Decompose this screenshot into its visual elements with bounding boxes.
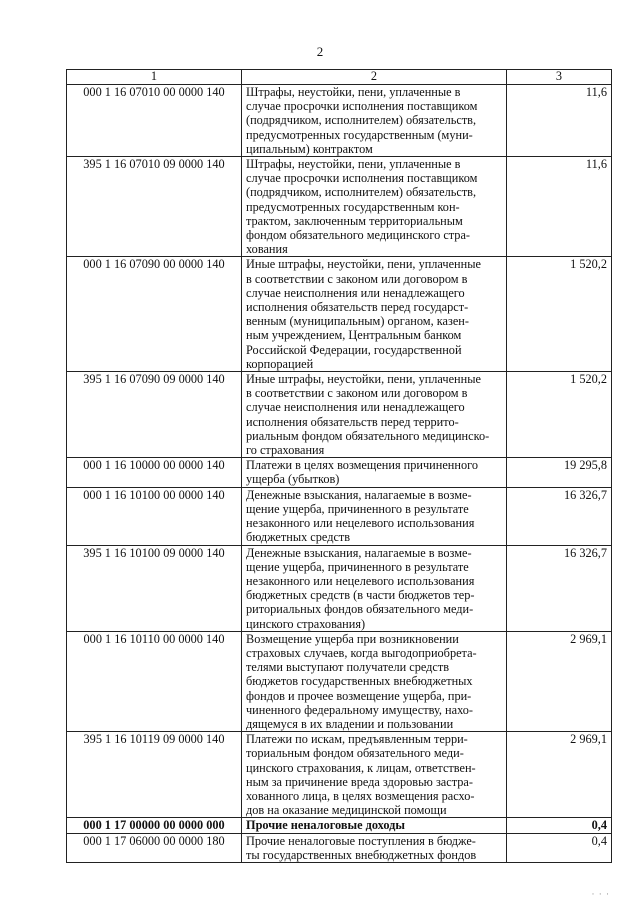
description-line: Прочие неналоговые доходы (246, 818, 405, 833)
amount-cell: 16 326,7 (507, 487, 612, 545)
description-line: Платежи по искам, предъявленным терри- (246, 732, 468, 747)
description-line: щение ущерба, причиненного в результате (246, 501, 469, 516)
budget-code-cell: 000 1 16 10100 00 0000 140 (67, 487, 242, 545)
table-row (67, 157, 612, 257)
description-line: Платежи в целях возмещения причиненного (246, 458, 478, 473)
budget-code-cell: 000 1 16 10110 00 0000 140 (67, 631, 242, 731)
description-line: исполнения обязательств перед государст- (246, 300, 469, 315)
budget-code-cell: 000 1 17 00000 00 0000 000 (67, 818, 242, 833)
description-line: цинского страхования, к лицам, ответствен- (246, 760, 476, 775)
description-line: предусмотренных государственным кон- (246, 199, 460, 214)
description-cell (242, 732, 507, 818)
column-header: 1 (67, 70, 242, 85)
description-cell (242, 545, 507, 631)
table-row (67, 458, 612, 487)
description-line: цинского страхования) (246, 616, 366, 631)
amount-cell: 16 326,7 (507, 545, 612, 631)
description-line: в соответствии с законом или договором в (246, 271, 468, 286)
description-line: Штрафы, неустойки, пени, уплаченные в (246, 157, 461, 172)
description-line: Денежные взыскания, налагаемые в возме- (246, 545, 472, 560)
description-line: незаконного или нецелевого использования (246, 516, 475, 531)
column-header: 2 (242, 70, 507, 85)
table-row (67, 85, 612, 157)
description-line: трактом, заключенным территориальным (246, 213, 463, 228)
description-line: случае неисполнения или ненадлежащего (246, 285, 465, 300)
amount-cell: 2 969,1 (507, 732, 612, 818)
table-row (67, 372, 612, 458)
description-cell (242, 631, 507, 731)
description-line: Российской Федерации, государственной (246, 342, 462, 357)
description-line: случае неисполнения или ненадлежащего (246, 400, 465, 415)
revenue-table (66, 69, 612, 863)
budget-code-cell: 395 1 16 10100 09 0000 140 (67, 545, 242, 631)
description-line: чиненного федеральному имуществу, нахо- (246, 702, 473, 717)
description-line: Денежные взыскания, налагаемые в возме- (246, 487, 472, 502)
budget-code-cell: 395 1 16 07090 09 0000 140 (67, 372, 242, 458)
table-row (67, 631, 612, 731)
description-line: (подрядчиком, исполнителем) обязательств, (246, 185, 477, 200)
description-line: фондов и прочее возмещение ущерба, при- (246, 688, 472, 703)
page-number: 2 (316, 44, 324, 59)
budget-code-cell: 000 1 16 07090 00 0000 140 (67, 257, 242, 372)
description-cell (242, 818, 507, 833)
description-cell (242, 85, 507, 157)
budget-code-cell: 000 1 16 10000 00 0000 140 (67, 458, 242, 487)
description-line: корпорацией (246, 356, 314, 371)
table-row (67, 818, 612, 833)
amount-cell: 1 520,2 (507, 257, 612, 372)
description-line: ципальным) контрактом (246, 141, 373, 156)
description-line: незаконного или нецелевого использования (246, 573, 475, 588)
amount-cell: 1 520,2 (507, 372, 612, 458)
table-row (67, 732, 612, 818)
description-line: Иные штрафы, неустойки, пени, уплаченные (246, 372, 481, 387)
description-line: дов на оказание медицинской помощи (246, 803, 447, 818)
description-line: ным учреждением, Центральным банком (246, 328, 462, 343)
amount-cell: 11,6 (507, 157, 612, 257)
description-line: ты государственных внебюджетных фондов (246, 847, 477, 862)
description-line: го страхования (246, 443, 325, 458)
description-line: телями выступают получатели средств (246, 660, 450, 675)
description-line: щение ущерба, причиненного в результате (246, 559, 469, 574)
description-line: предусмотренных государственным (муни- (246, 127, 473, 142)
amount-cell: 11,6 (507, 85, 612, 157)
budget-code-cell: 000 1 16 07010 00 0000 140 (67, 85, 242, 157)
table-header-row (67, 70, 612, 85)
description-line: Штрафы, неустойки, пени, уплаченные в (246, 85, 461, 99)
description-line: (подрядчиком, исполнителем) обязательств, (246, 113, 477, 128)
description-line: бюджетных средств (246, 530, 351, 545)
description-line: ущерба (убытков) (246, 472, 340, 487)
description-line: Прочие неналоговые поступления в бюдже- (246, 833, 476, 848)
description-cell (242, 372, 507, 458)
description-line: исполнения обязательств перед террито- (246, 414, 459, 429)
amount-cell: 19 295,8 (507, 458, 612, 487)
description-cell (242, 157, 507, 257)
description-line: ториальным фондом обязательного меди- (246, 746, 464, 761)
description-line: риториальных фондов обязательного меди- (246, 602, 474, 617)
table-row (67, 257, 612, 372)
description-line: страховых случаев, когда выгодоприобрета- (246, 645, 477, 660)
description-line: случае просрочки исполнения поставщиком (246, 99, 478, 114)
description-line: хованного лица, в целях возмещения расхо- (246, 788, 475, 803)
budget-code-cell: 000 1 17 06000 00 0000 180 (67, 833, 242, 862)
description-cell (242, 257, 507, 372)
description-line: бюджетных средств (в части бюджетов тер- (246, 588, 475, 603)
description-line: Иные штрафы, неустойки, пени, уплаченные (246, 257, 481, 272)
description-line: риальным фондом обязательного медицинско- (246, 428, 490, 443)
budget-code-cell: 395 1 16 10119 09 0000 140 (67, 732, 242, 818)
description-line: хования (246, 242, 288, 257)
amount-cell: 0,4 (507, 833, 612, 862)
description-line: в соответствии с законом или договором в (246, 386, 468, 401)
budget-code-cell: 395 1 16 07010 09 0000 140 (67, 157, 242, 257)
scan-artifact: · · · (591, 889, 610, 899)
table-row (67, 487, 612, 545)
description-line: случае просрочки исполнения поставщиком (246, 171, 478, 186)
description-line: фондом обязательного медицинского стра- (246, 228, 470, 243)
description-cell (242, 487, 507, 545)
description-line: ным за причинение вреда здоровью застра- (246, 774, 473, 789)
description-line: Возмещение ущерба при возникновении (246, 631, 459, 646)
amount-cell: 2 969,1 (507, 631, 612, 731)
description-line: бюджетов государственных внебюджетных (246, 674, 473, 689)
amount-cell: 0,4 (507, 818, 612, 833)
description-line: дящемуся в их владении и пользовании (246, 716, 454, 731)
description-line: венным (муниципальным) органом, казен- (246, 314, 469, 329)
description-cell (242, 833, 507, 862)
table-row (67, 545, 612, 631)
column-header: 3 (507, 70, 612, 85)
description-cell (242, 458, 507, 487)
table-row (67, 833, 612, 862)
